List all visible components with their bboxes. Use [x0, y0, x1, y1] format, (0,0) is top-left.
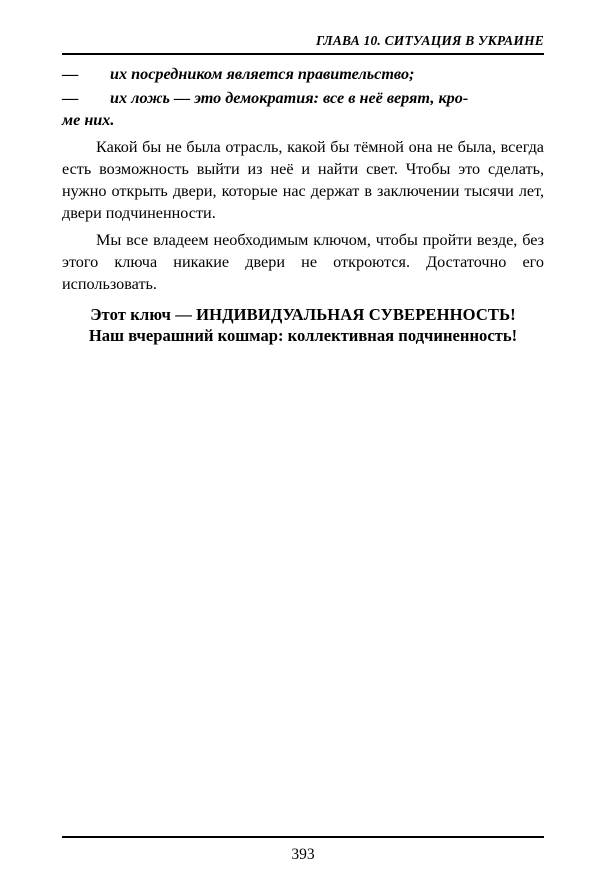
page-number: 393 [291, 845, 315, 863]
em-dash-marker: — [62, 65, 79, 83]
list-item [62, 64, 544, 86]
body-paragraph: Мы все владеем необходимым ключом, чтобы пройти везде, без этого ключа никакие двери не откроются. Достаточно его использовать. [62, 230, 544, 293]
body-paragraph: Какой бы не была отрасль, какой бы тёмной она не была, всегда есть возможность выйти из неё и найти свет. Чтобы это сделать, нужно открыть двери, которые нас держат в заключении тысячи лет, двери подчиненности. [62, 137, 544, 222]
closing-line-nightmare: Наш вчерашний кошмар: коллективная подчиненность! [88, 326, 518, 346]
header-divider-rule [62, 53, 544, 55]
list-item [62, 88, 544, 110]
page-body [62, 62, 544, 347]
list-item-text: их посредником является правительство; [110, 65, 415, 83]
em-dash-marker: — [62, 88, 79, 107]
footer-divider-rule [62, 836, 544, 838]
page-header [62, 34, 544, 55]
page-footer [62, 836, 544, 863]
closing-statement [62, 304, 544, 348]
list-item-text: их ложь — это демократия: все в неё верят, кро- [110, 88, 469, 107]
running-head-chapter-title: ГЛАВА 10. СИТУАЦИЯ В УКРАИНЕ [315, 33, 544, 48]
closing-line-key: Этот ключ — ИНДИВИДУАЛЬНАЯ СУВЕРЕННОСТЬ! [90, 304, 516, 324]
list-item-continuation: ме них. [62, 110, 115, 129]
